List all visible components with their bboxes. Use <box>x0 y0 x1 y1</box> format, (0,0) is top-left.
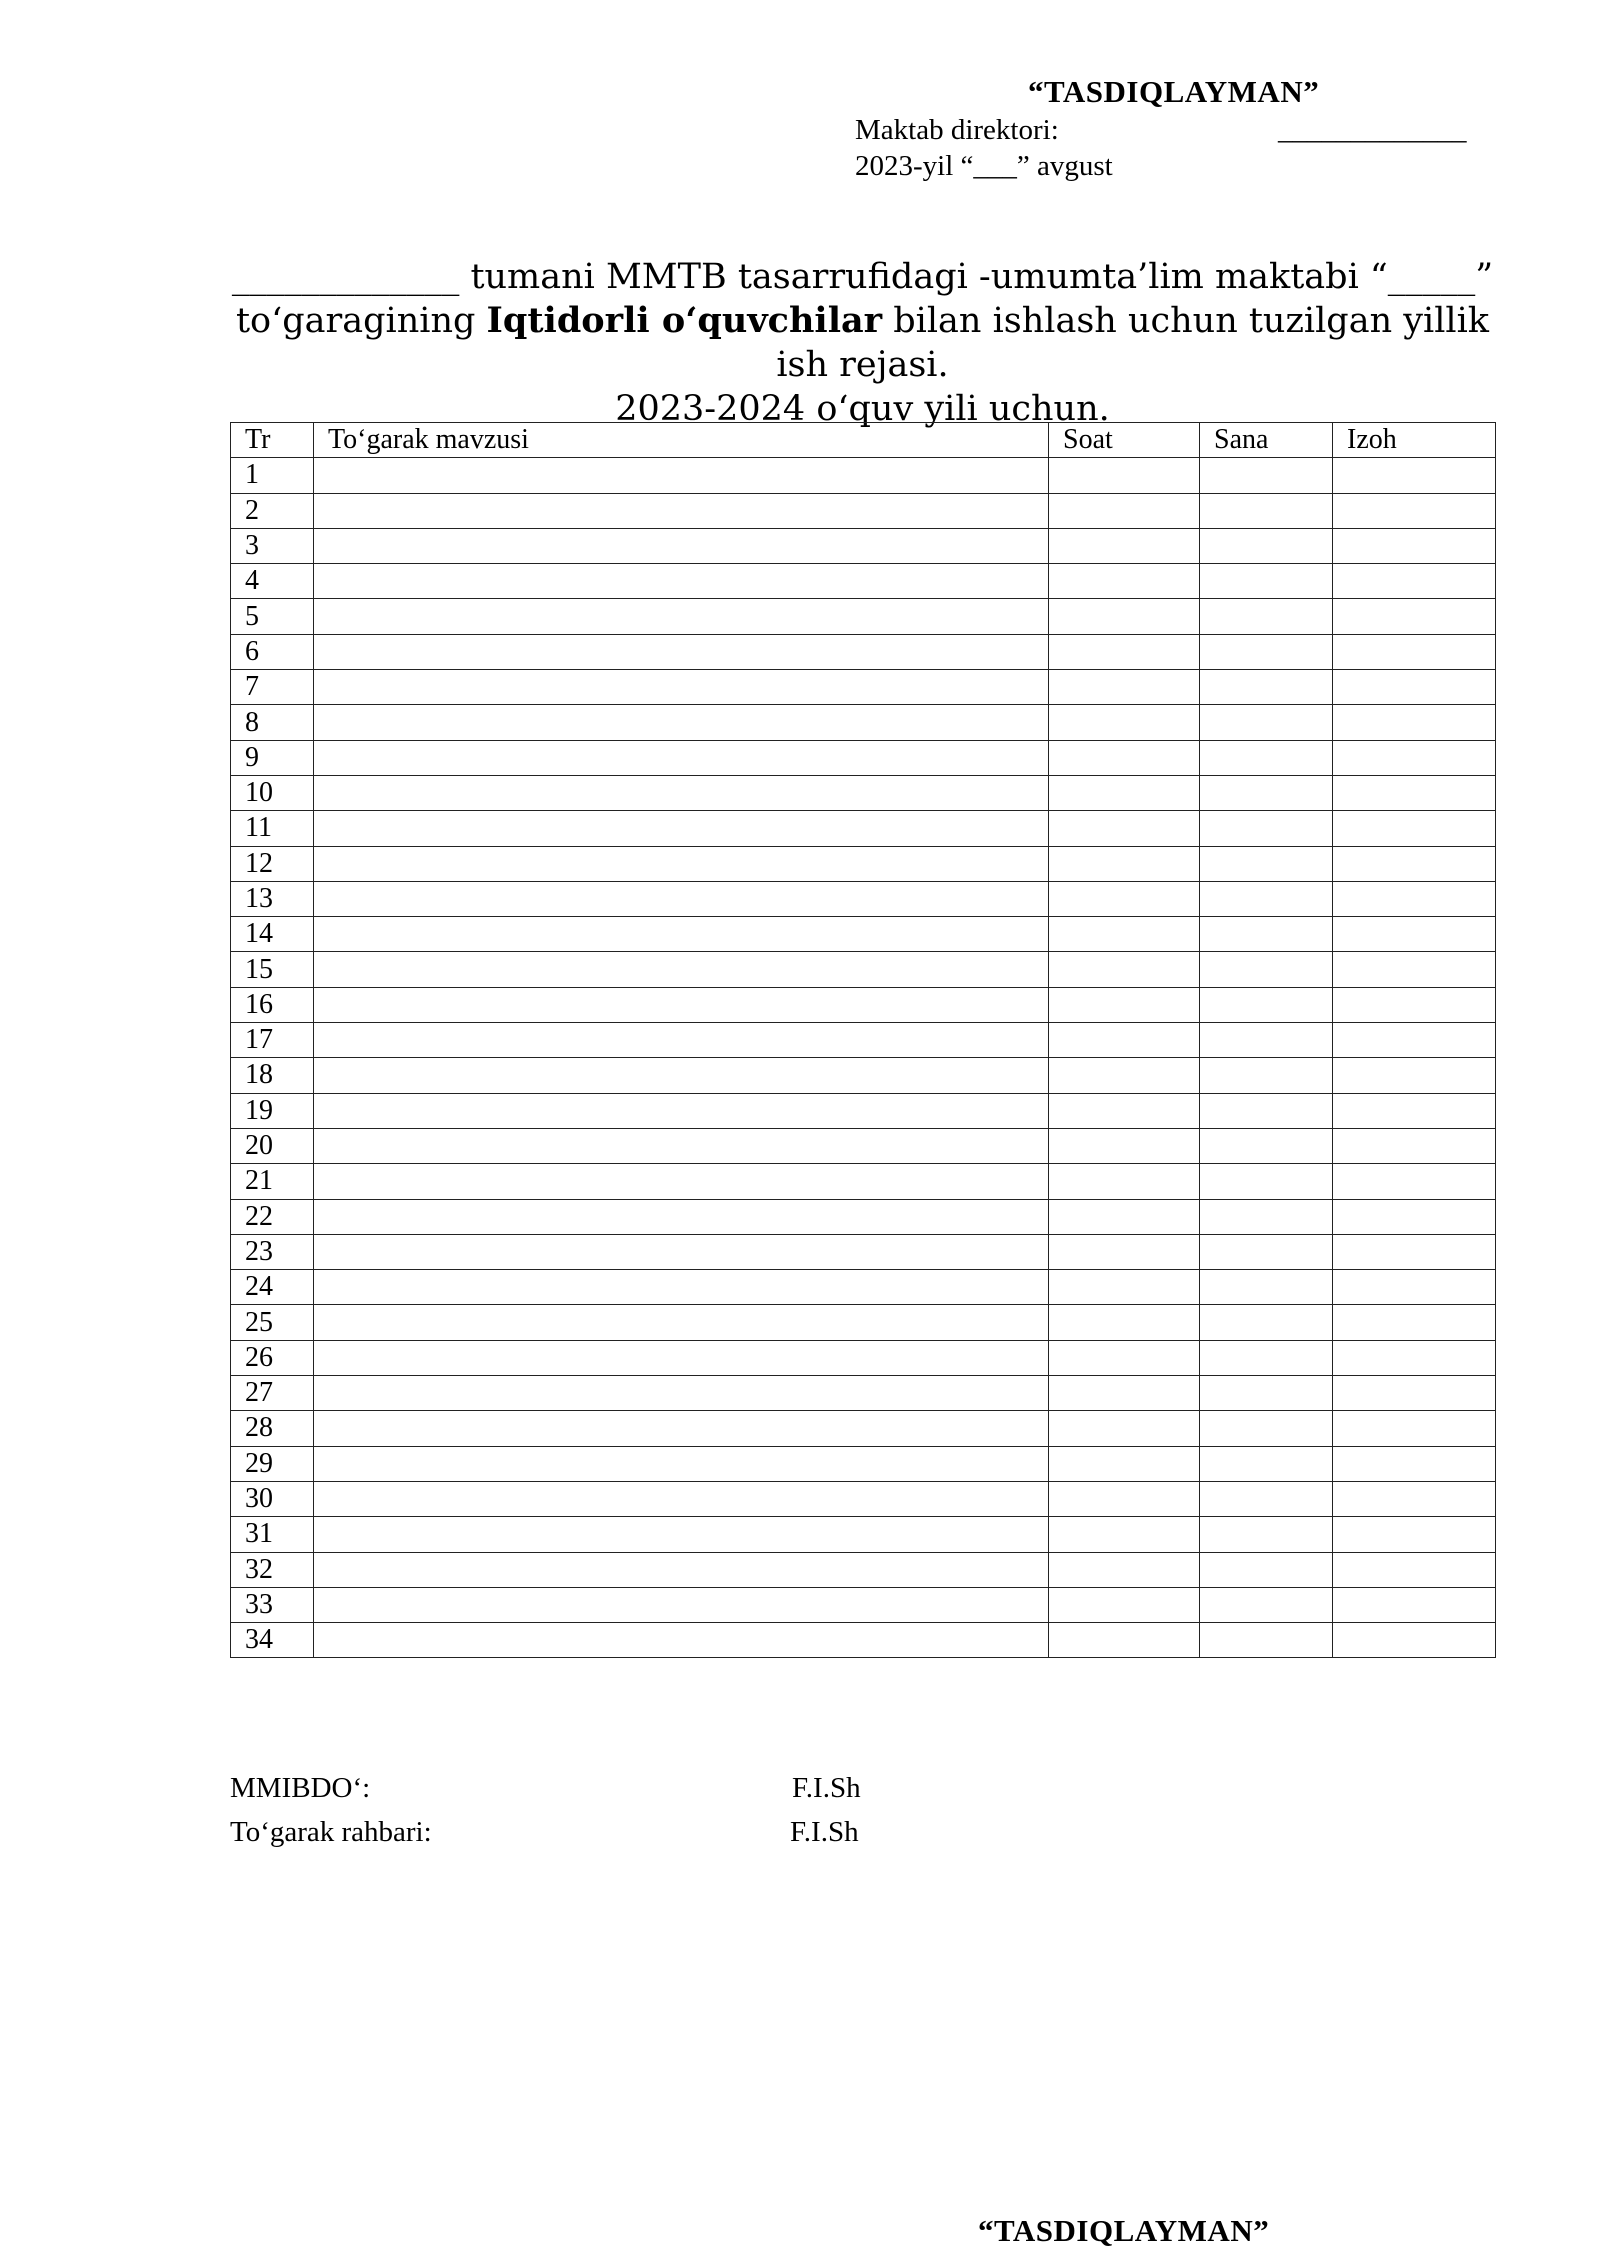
table-row <box>231 1446 1496 1481</box>
date-cell[interactable] <box>1200 1093 1333 1128</box>
date-cell[interactable] <box>1200 846 1333 881</box>
date-cell[interactable] <box>1200 705 1333 740</box>
row-number-cell: 20 <box>231 1128 314 1163</box>
date-cell[interactable] <box>1200 987 1333 1022</box>
topic-cell[interactable] <box>314 599 1049 634</box>
topic-cell[interactable] <box>314 881 1049 916</box>
row-number-cell: 5 <box>231 599 314 634</box>
date-cell[interactable] <box>1200 1234 1333 1269</box>
hours-cell[interactable] <box>1049 670 1200 705</box>
table-row <box>231 670 1496 705</box>
note-cell[interactable] <box>1333 1552 1496 1587</box>
row-number-cell: 2 <box>231 493 314 528</box>
row-number-cell: 25 <box>231 1305 314 1340</box>
note-cell[interactable] <box>1333 1446 1496 1481</box>
hours-cell[interactable] <box>1049 1305 1200 1340</box>
date-cell[interactable] <box>1200 740 1333 775</box>
signature-label-deputy: MMIBDO‘: <box>230 1772 371 1804</box>
hours-cell[interactable] <box>1049 634 1200 669</box>
date-cell[interactable] <box>1200 952 1333 987</box>
table-row <box>231 1093 1496 1128</box>
topic-cell[interactable] <box>314 952 1049 987</box>
signature-name-deputy: F.I.Sh <box>792 1772 861 1804</box>
topic-cell[interactable] <box>314 670 1049 705</box>
topic-cell[interactable] <box>314 564 1049 599</box>
row-number-cell: 19 <box>231 1093 314 1128</box>
table-row <box>231 1128 1496 1163</box>
table-row <box>231 811 1496 846</box>
note-cell[interactable] <box>1333 564 1496 599</box>
director-signature-blank: _____________ <box>1278 114 1467 146</box>
row-number-cell: 21 <box>231 1164 314 1199</box>
note-cell[interactable] <box>1333 1411 1496 1446</box>
note-cell[interactable] <box>1333 599 1496 634</box>
row-number-cell: 22 <box>231 1199 314 1234</box>
topic-cell[interactable] <box>314 1481 1049 1516</box>
topic-cell[interactable] <box>314 917 1049 952</box>
row-number-cell: 16 <box>231 987 314 1022</box>
note-cell[interactable] <box>1333 1023 1496 1058</box>
row-number-cell: 24 <box>231 1270 314 1305</box>
topic-cell[interactable] <box>314 811 1049 846</box>
table-row <box>231 493 1496 528</box>
topic-cell[interactable] <box>314 458 1049 493</box>
table-row <box>231 1340 1496 1375</box>
date-cell[interactable] <box>1200 1587 1333 1622</box>
table-header-row <box>231 423 1496 458</box>
date-cell[interactable] <box>1200 493 1333 528</box>
row-number-cell: 1 <box>231 458 314 493</box>
hours-cell[interactable] <box>1049 1128 1200 1163</box>
table-row <box>231 1376 1496 1411</box>
note-cell[interactable] <box>1333 1270 1496 1305</box>
hours-cell[interactable] <box>1049 811 1200 846</box>
heading-line-1: _____________ tumani MMTB tasarrufidagi -umumta’lim maktabi “_____” <box>231 257 1494 297</box>
row-number-cell: 15 <box>231 952 314 987</box>
note-cell[interactable] <box>1333 670 1496 705</box>
hours-cell[interactable] <box>1049 1481 1200 1516</box>
column-header-note: Izoh <box>1333 423 1496 458</box>
table-row <box>231 1411 1496 1446</box>
topic-cell[interactable] <box>314 1128 1049 1163</box>
footer-approval-title: “TASDIQLAYMAN” <box>978 2213 1270 2248</box>
note-cell[interactable] <box>1333 1058 1496 1093</box>
note-cell[interactable] <box>1333 458 1496 493</box>
topic-cell[interactable] <box>314 493 1049 528</box>
note-cell[interactable] <box>1333 1517 1496 1552</box>
hours-cell[interactable] <box>1049 1058 1200 1093</box>
topic-cell[interactable] <box>314 987 1049 1022</box>
note-cell[interactable] <box>1333 1623 1496 1658</box>
hours-cell[interactable] <box>1049 564 1200 599</box>
date-cell[interactable] <box>1200 1164 1333 1199</box>
plan-table <box>230 422 1496 1658</box>
date-cell[interactable] <box>1200 1340 1333 1375</box>
topic-cell[interactable] <box>314 528 1049 563</box>
table-row <box>231 1587 1496 1622</box>
row-number-cell: 9 <box>231 740 314 775</box>
hours-cell[interactable] <box>1049 1552 1200 1587</box>
date-cell[interactable] <box>1200 917 1333 952</box>
table-row <box>231 1234 1496 1269</box>
date-cell[interactable] <box>1200 1517 1333 1552</box>
hours-cell[interactable] <box>1049 1164 1200 1199</box>
heading-line-2-end: bilan ishlash uchun tuzilgan yillik ish rejasi. <box>776 301 1490 385</box>
hours-cell[interactable] <box>1049 1340 1200 1375</box>
director-label: Maktab direktori: <box>855 114 1059 146</box>
date-cell[interactable] <box>1200 1270 1333 1305</box>
topic-cell[interactable] <box>314 1517 1049 1552</box>
document-heading <box>230 255 1495 431</box>
note-cell[interactable] <box>1333 634 1496 669</box>
table-row <box>231 740 1496 775</box>
topic-cell[interactable] <box>314 1446 1049 1481</box>
table-row <box>231 1623 1496 1658</box>
row-number-cell: 11 <box>231 811 314 846</box>
topic-cell[interactable] <box>314 1058 1049 1093</box>
hours-cell[interactable] <box>1049 881 1200 916</box>
note-cell[interactable] <box>1333 528 1496 563</box>
table-row <box>231 1023 1496 1058</box>
table-row <box>231 1517 1496 1552</box>
hours-cell[interactable] <box>1049 1234 1200 1269</box>
note-cell[interactable] <box>1333 493 1496 528</box>
topic-cell[interactable] <box>314 1234 1049 1269</box>
date-cell[interactable] <box>1200 1411 1333 1446</box>
note-cell[interactable] <box>1333 1128 1496 1163</box>
note-cell[interactable] <box>1333 705 1496 740</box>
note-cell[interactable] <box>1333 846 1496 881</box>
table-row <box>231 1270 1496 1305</box>
table-row <box>231 528 1496 563</box>
hours-cell[interactable] <box>1049 1093 1200 1128</box>
topic-cell[interactable] <box>314 1552 1049 1587</box>
date-cell[interactable] <box>1200 670 1333 705</box>
note-cell[interactable] <box>1333 1164 1496 1199</box>
row-number-cell: 34 <box>231 1623 314 1658</box>
table-row <box>231 1058 1496 1093</box>
row-number-cell: 12 <box>231 846 314 881</box>
signature-label-club-leader: To‘garak rahbari: <box>230 1816 432 1848</box>
hours-cell[interactable] <box>1049 987 1200 1022</box>
row-number-cell: 14 <box>231 917 314 952</box>
date-cell[interactable] <box>1200 1023 1333 1058</box>
topic-cell[interactable] <box>314 775 1049 810</box>
heading-line-2-bold: Iqtidorli o‘quvchilar <box>486 300 883 341</box>
note-cell[interactable] <box>1333 811 1496 846</box>
note-cell[interactable] <box>1333 1376 1496 1411</box>
note-cell[interactable] <box>1333 775 1496 810</box>
row-number-cell: 27 <box>231 1376 314 1411</box>
row-number-cell: 3 <box>231 528 314 563</box>
table-row <box>231 775 1496 810</box>
date-cell[interactable] <box>1200 634 1333 669</box>
hours-cell[interactable] <box>1049 952 1200 987</box>
table-row <box>231 564 1496 599</box>
table-row <box>231 1305 1496 1340</box>
heading-line-2 <box>230 299 1495 387</box>
hours-cell[interactable] <box>1049 917 1200 952</box>
hours-cell[interactable] <box>1049 1376 1200 1411</box>
topic-cell[interactable] <box>314 1411 1049 1446</box>
note-cell[interactable] <box>1333 1093 1496 1128</box>
row-number-cell: 7 <box>231 670 314 705</box>
hours-cell[interactable] <box>1049 1270 1200 1305</box>
hours-cell[interactable] <box>1049 528 1200 563</box>
row-number-cell: 30 <box>231 1481 314 1516</box>
table-row <box>231 1552 1496 1587</box>
hours-cell[interactable] <box>1049 846 1200 881</box>
hours-cell[interactable] <box>1049 1587 1200 1622</box>
heading-line-2-start: to‘garagining <box>235 301 487 341</box>
note-cell[interactable] <box>1333 1587 1496 1622</box>
row-number-cell: 13 <box>231 881 314 916</box>
heading-line-3: 2023-2024 o‘quv yili uchun. <box>615 389 1110 429</box>
row-number-cell: 26 <box>231 1340 314 1375</box>
note-cell[interactable] <box>1333 1234 1496 1269</box>
column-header-topic: To‘garak mavzusi <box>314 423 1049 458</box>
date-cell[interactable] <box>1200 599 1333 634</box>
note-cell[interactable] <box>1333 952 1496 987</box>
table-row <box>231 1481 1496 1516</box>
table-row <box>231 987 1496 1022</box>
topic-cell[interactable] <box>314 1340 1049 1375</box>
table-row <box>231 458 1496 493</box>
note-cell[interactable] <box>1333 881 1496 916</box>
topic-cell[interactable] <box>314 1164 1049 1199</box>
row-number-cell: 18 <box>231 1058 314 1093</box>
date-cell[interactable] <box>1200 811 1333 846</box>
hours-cell[interactable] <box>1049 1023 1200 1058</box>
date-cell[interactable] <box>1200 1376 1333 1411</box>
row-number-cell: 23 <box>231 1234 314 1269</box>
date-cell[interactable] <box>1200 1623 1333 1658</box>
date-cell[interactable] <box>1200 1199 1333 1234</box>
topic-cell[interactable] <box>314 1623 1049 1658</box>
column-header-hours: Soat <box>1049 423 1200 458</box>
note-cell[interactable] <box>1333 1305 1496 1340</box>
table-row <box>231 1199 1496 1234</box>
topic-cell[interactable] <box>314 740 1049 775</box>
row-number-cell: 28 <box>231 1411 314 1446</box>
table-row <box>231 881 1496 916</box>
date-cell[interactable] <box>1200 458 1333 493</box>
topic-cell[interactable] <box>314 846 1049 881</box>
column-header-tr: Tr <box>231 423 314 458</box>
topic-cell[interactable] <box>314 1305 1049 1340</box>
hours-cell[interactable] <box>1049 1446 1200 1481</box>
row-number-cell: 10 <box>231 775 314 810</box>
row-number-cell: 8 <box>231 705 314 740</box>
approval-date-line: 2023-yil “___” avgust <box>855 150 1113 182</box>
topic-cell[interactable] <box>314 1023 1049 1058</box>
topic-cell[interactable] <box>314 1587 1049 1622</box>
row-number-cell: 32 <box>231 1552 314 1587</box>
table-row <box>231 1164 1496 1199</box>
hours-cell[interactable] <box>1049 1411 1200 1446</box>
note-cell[interactable] <box>1333 1340 1496 1375</box>
topic-cell[interactable] <box>314 634 1049 669</box>
table-row <box>231 952 1496 987</box>
hours-cell[interactable] <box>1049 1517 1200 1552</box>
table-row <box>231 705 1496 740</box>
topic-cell[interactable] <box>314 1376 1049 1411</box>
table-row <box>231 846 1496 881</box>
hours-cell[interactable] <box>1049 775 1200 810</box>
row-number-cell: 4 <box>231 564 314 599</box>
note-cell[interactable] <box>1333 1481 1496 1516</box>
hours-cell[interactable] <box>1049 599 1200 634</box>
note-cell[interactable] <box>1333 917 1496 952</box>
hours-cell[interactable] <box>1049 705 1200 740</box>
topic-cell[interactable] <box>314 1199 1049 1234</box>
date-cell[interactable] <box>1200 528 1333 563</box>
hours-cell[interactable] <box>1049 1199 1200 1234</box>
row-number-cell: 33 <box>231 1587 314 1622</box>
note-cell[interactable] <box>1333 1199 1496 1234</box>
date-cell[interactable] <box>1200 1058 1333 1093</box>
topic-cell[interactable] <box>314 1270 1049 1305</box>
table-row <box>231 917 1496 952</box>
column-header-date: Sana <box>1200 423 1333 458</box>
hours-cell[interactable] <box>1049 493 1200 528</box>
date-cell[interactable] <box>1200 564 1333 599</box>
date-cell[interactable] <box>1200 1446 1333 1481</box>
hours-cell[interactable] <box>1049 458 1200 493</box>
signature-name-club-leader: F.I.Sh <box>790 1816 859 1848</box>
date-cell[interactable] <box>1200 1128 1333 1163</box>
topic-cell[interactable] <box>314 705 1049 740</box>
note-cell[interactable] <box>1333 740 1496 775</box>
hours-cell[interactable] <box>1049 1623 1200 1658</box>
table-row <box>231 599 1496 634</box>
date-cell[interactable] <box>1200 1552 1333 1587</box>
topic-cell[interactable] <box>314 1093 1049 1128</box>
table-row <box>231 634 1496 669</box>
date-cell[interactable] <box>1200 881 1333 916</box>
date-cell[interactable] <box>1200 775 1333 810</box>
date-cell[interactable] <box>1200 1305 1333 1340</box>
approval-title: “TASDIQLAYMAN” <box>1028 74 1320 109</box>
note-cell[interactable] <box>1333 987 1496 1022</box>
hours-cell[interactable] <box>1049 740 1200 775</box>
row-number-cell: 17 <box>231 1023 314 1058</box>
date-cell[interactable] <box>1200 1481 1333 1516</box>
row-number-cell: 29 <box>231 1446 314 1481</box>
row-number-cell: 6 <box>231 634 314 669</box>
row-number-cell: 31 <box>231 1517 314 1552</box>
